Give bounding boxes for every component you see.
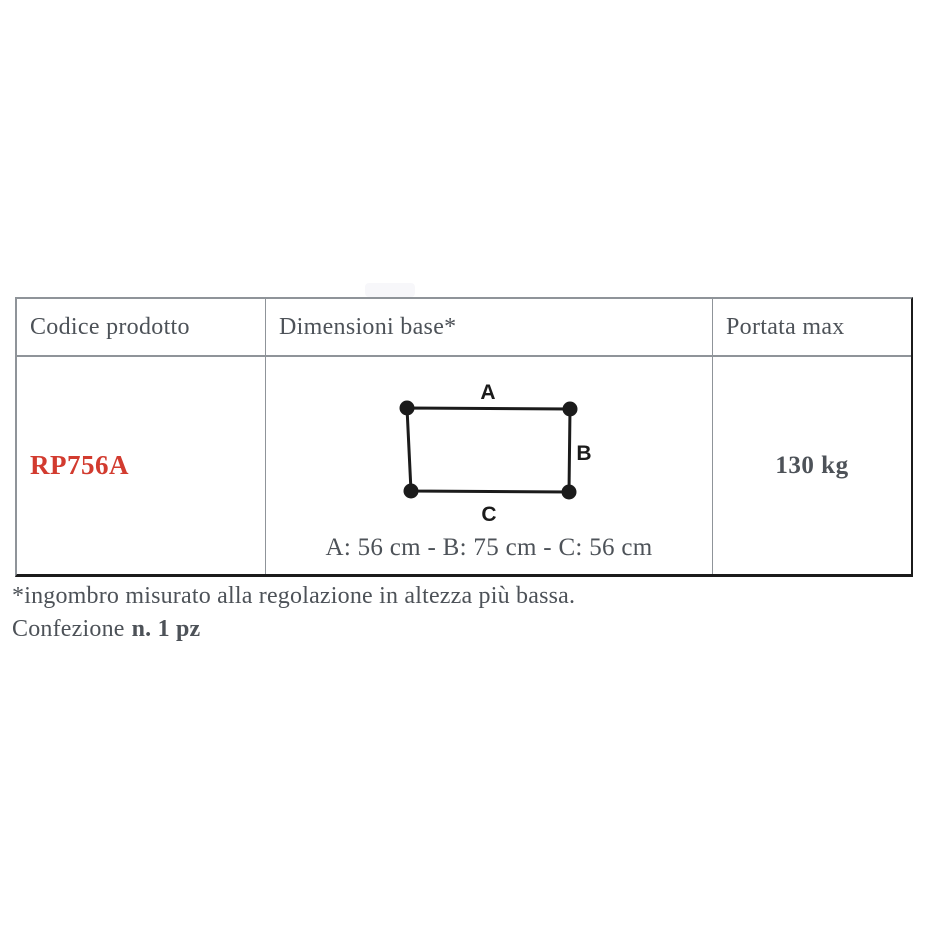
cell-dimensions-diagram <box>266 357 713 574</box>
footnotes <box>12 580 575 646</box>
diagram-label-b: B <box>576 442 592 465</box>
diagram-label-a: A <box>480 381 496 404</box>
diagram-label-c: C <box>481 503 497 526</box>
header-max-capacity <box>713 299 911 357</box>
product-code-value: RP756A <box>30 450 129 480</box>
package-value: n. 1 pz <box>131 616 201 642</box>
package-label: Confezione <box>12 616 125 642</box>
package-line <box>12 613 575 646</box>
diagram-rectangle <box>407 408 570 492</box>
corner-dot-top-left <box>400 401 415 416</box>
header-dimensions <box>266 299 713 357</box>
cell-product-code <box>17 357 266 574</box>
header-product-code-label: Codice prodotto <box>30 313 190 340</box>
header-max-capacity-label: Portata max <box>726 313 845 340</box>
product-spec-table <box>15 297 913 577</box>
cell-max-capacity <box>713 357 911 574</box>
max-capacity-value: 130 kg <box>775 451 849 479</box>
measurement-footnote: *ingombro misurato alla regolazione in altezza più bassa. <box>12 583 576 609</box>
dimensions-caption: A: 56 cm - B: 75 cm - C: 56 cm <box>325 534 653 561</box>
corner-dot-bottom-left <box>404 484 419 499</box>
header-product-code <box>17 299 266 357</box>
corner-dot-top-right <box>563 402 578 417</box>
faint-image-artifact <box>365 283 415 297</box>
header-dimensions-label: Dimensioni base* <box>279 313 457 340</box>
corner-dot-bottom-right <box>562 485 577 500</box>
